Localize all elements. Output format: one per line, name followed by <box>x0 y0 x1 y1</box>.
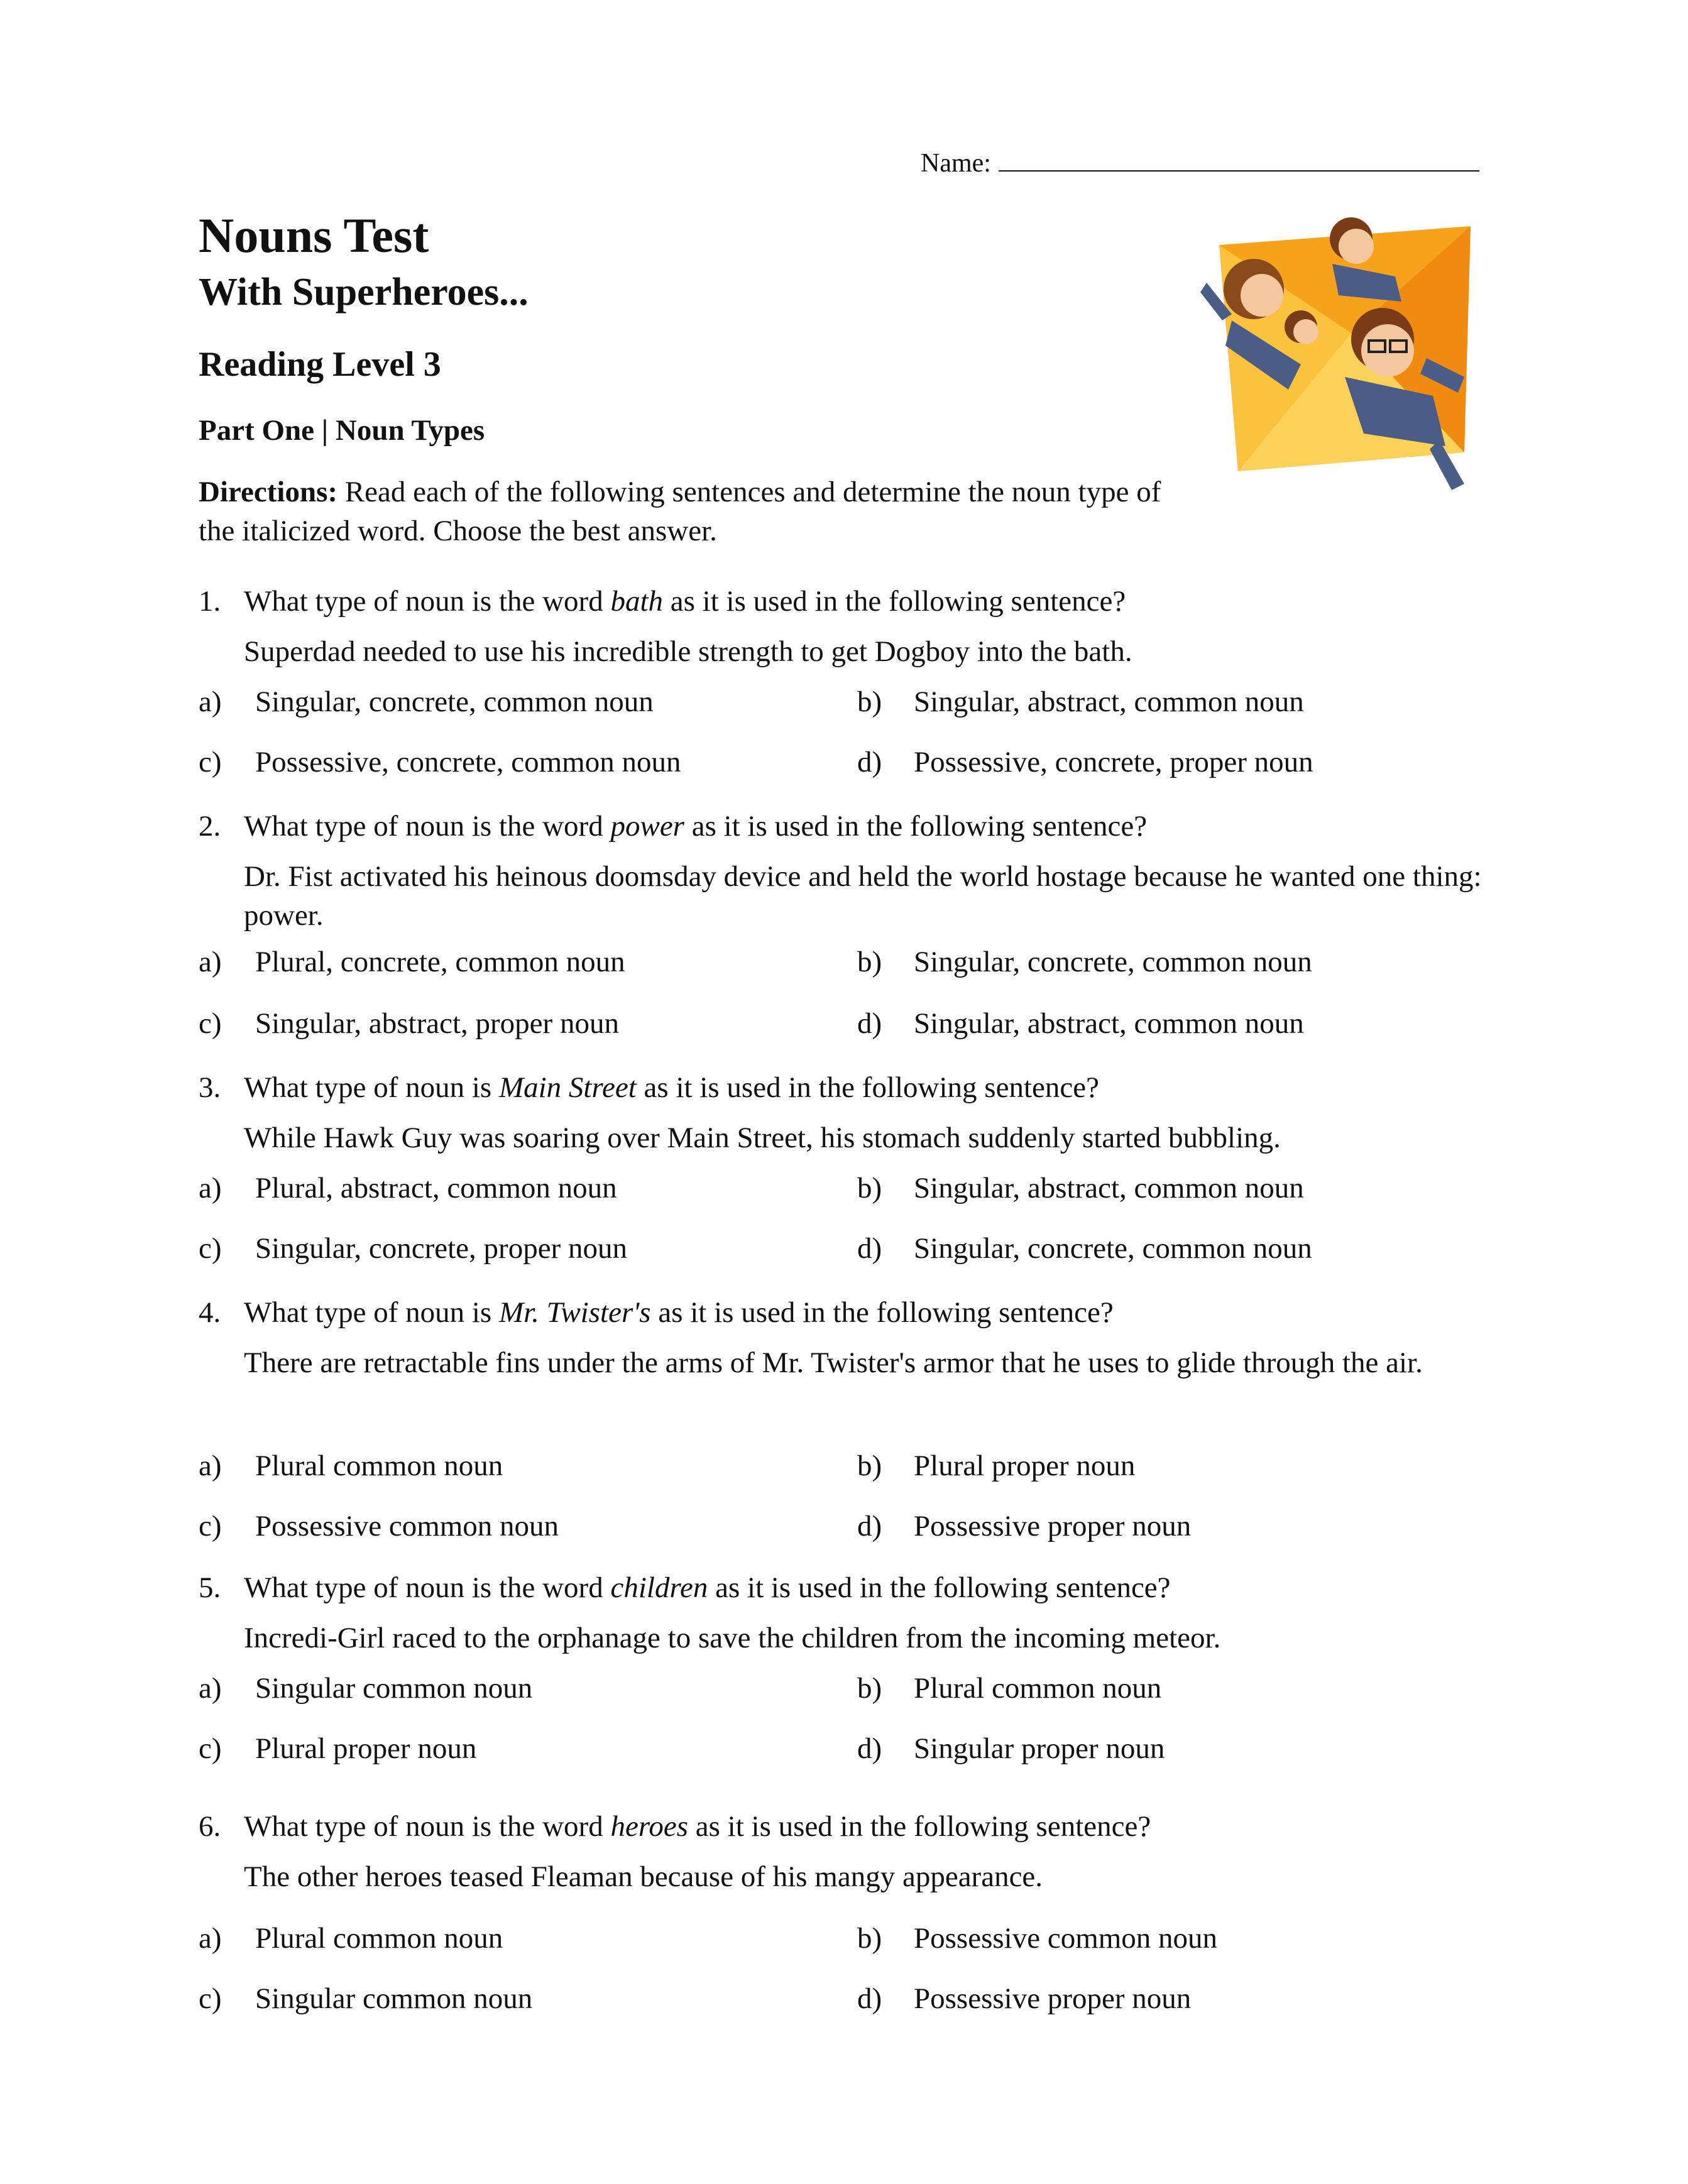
part-heading: Part One | Noun Types <box>199 414 485 447</box>
option-c[interactable]: c) Possessive common noun <box>199 1510 559 1542</box>
option-b[interactable]: b) Possessive common noun <box>857 1922 1218 1955</box>
question-prompt: What type of noun is the word bath as it is used in the following sentence? <box>244 585 1126 618</box>
question-prompt: What type of noun is Main Street as it is used in the following sentence? <box>244 1071 1099 1104</box>
superheroes-illustration <box>1194 207 1489 496</box>
example-sentence: While Hawk Guy was soaring over Main Street, his stomach suddenly started bubbling. <box>244 1122 1281 1154</box>
option-c[interactable]: c) Singular, concrete, proper noun <box>199 1232 627 1265</box>
directions-label: Directions: <box>199 476 338 508</box>
example-sentence: The other heroes teased Fleaman because of his mangy appearance. <box>244 1860 1043 1893</box>
option-c[interactable]: c) Plural proper noun <box>199 1732 477 1765</box>
option-b[interactable]: b) Singular, abstract, common noun <box>857 1172 1304 1204</box>
question-prompt: What type of noun is the word children as it is used in the following sentence? <box>244 1571 1171 1604</box>
question-prompt: What type of noun is the word heroes as it is used in the following sentence? <box>244 1810 1151 1843</box>
option-b[interactable]: b) Plural proper noun <box>857 1450 1136 1482</box>
target-word: Main Street <box>498 1071 637 1104</box>
target-word: bath <box>610 585 664 618</box>
example-sentence: Incredi-Girl raced to the orphanage to save the children from the incoming meteor. <box>244 1622 1221 1654</box>
option-c[interactable]: c) Singular common noun <box>199 1982 533 2015</box>
directions <box>199 472 1192 550</box>
question-number: 2. <box>199 810 221 843</box>
question-prompt: What type of noun is the word power as it is used in the following sentence? <box>244 810 1148 843</box>
reading-level: Reading Level 3 <box>199 345 441 384</box>
option-a[interactable]: a) Singular common noun <box>199 1672 533 1705</box>
option-d[interactable]: d) Singular, concrete, common noun <box>857 1232 1312 1265</box>
option-b[interactable]: b) Plural common noun <box>857 1672 1162 1705</box>
option-a[interactable]: a) Plural, abstract, common noun <box>199 1172 617 1204</box>
option-a[interactable]: a) Plural common noun <box>199 1922 503 1955</box>
question-number: 5. <box>199 1571 221 1604</box>
option-b[interactable]: b) Singular, concrete, common noun <box>857 946 1312 978</box>
option-a[interactable]: a) Singular, concrete, common noun <box>199 685 654 718</box>
example-sentence: Superdad needed to use his incredible strength to get Dogboy into the bath. <box>244 635 1132 668</box>
option-a[interactable]: a) Plural, concrete, common noun <box>199 946 625 978</box>
target-word: Mr. Twister's <box>498 1296 651 1329</box>
target-word: heroes <box>610 1810 689 1843</box>
option-d[interactable]: d) Singular proper noun <box>857 1732 1165 1765</box>
name-label: Name: <box>921 149 991 178</box>
name-field[interactable] <box>921 148 1479 178</box>
page-title: Nouns Test <box>199 208 429 263</box>
target-word: children <box>610 1571 708 1604</box>
name-blank-line[interactable] <box>999 151 1479 172</box>
option-b[interactable]: b) Singular, abstract, common noun <box>857 685 1304 718</box>
example-sentence: There are retractable fins under the arms of Mr. Twister's armor that he uses to glide through the air. <box>244 1346 1423 1379</box>
example-sentence: Dr. Fist activated his heinous doomsday device and held the world hostage because he wanted one thing: power. <box>244 860 1482 932</box>
option-d[interactable]: d) Possessive, concrete, proper noun <box>857 746 1313 778</box>
directions-text: Read each of the following sentences and determine the noun type of the italicized word. Choose the best answer. <box>199 476 1161 547</box>
target-word: power <box>610 810 684 843</box>
option-c[interactable]: c) Possessive, concrete, common noun <box>199 746 681 778</box>
question-prompt: What type of noun is Mr. Twister's as it is used in the following sentence? <box>244 1296 1114 1329</box>
question-number: 3. <box>199 1071 221 1104</box>
question-number: 4. <box>199 1296 221 1329</box>
question-number: 6. <box>199 1810 221 1843</box>
page-subtitle: With Superheroes... <box>199 271 529 314</box>
option-d[interactable]: d) Singular, abstract, common noun <box>857 1007 1304 1040</box>
option-d[interactable]: d) Possessive proper noun <box>857 1982 1192 2015</box>
option-d[interactable]: d) Possessive proper noun <box>857 1510 1192 1542</box>
option-c[interactable]: c) Singular, abstract, proper noun <box>199 1007 619 1040</box>
option-a[interactable]: a) Plural common noun <box>199 1450 503 1482</box>
question-number: 1. <box>199 585 221 618</box>
